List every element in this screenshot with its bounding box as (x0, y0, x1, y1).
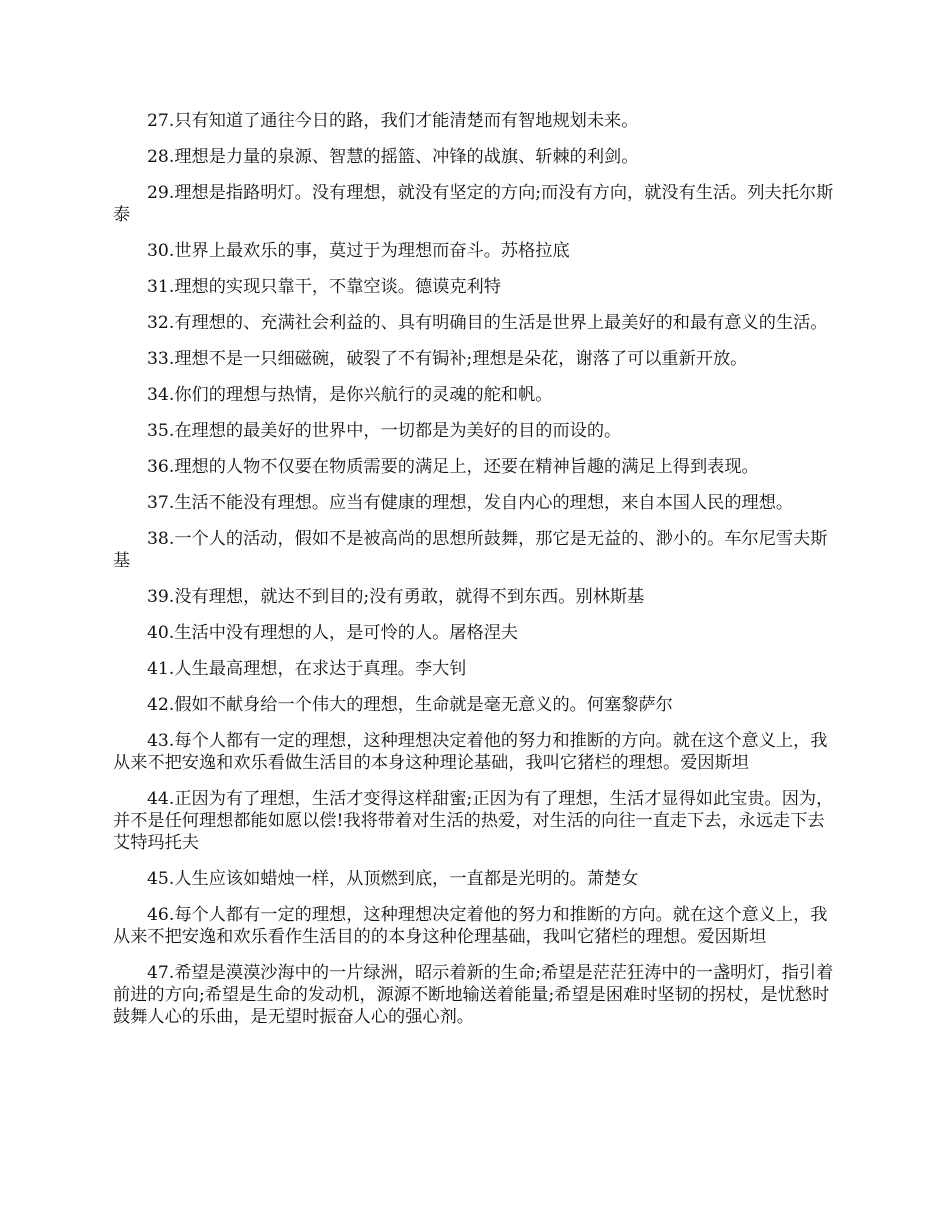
quote-paragraph: 30.世界上最欢乐的事，莫过于为理想而奋斗。苏格拉底 (147, 241, 570, 261)
quote-paragraph: 44.正因为有了理想，生活才变得这样甜蜜;正因为有了理想，生活才显得如此宝贵。因为，并不是任何理想都能如愿以偿!我将带着对生活的热爱，对生活的向往一直走下去，永远走下去艾特玛托夫 (113, 789, 834, 853)
quote-paragraph: 47.希望是漠漠沙海中的一片绿洲，昭示着新的生命;希望是茫茫狂涛中的一盏明灯，指引着前进的方向;希望是生命的发动机，源源不断地输送着能量;希望是困难时坚韧的拐杖，是忧愁时鼓舞人心的乐曲，是无望时振奋人心的强心剂。 (113, 963, 834, 1027)
quote-paragraph: 27.只有知道了通往今日的路，我们才能清楚而有智地规划未来。 (147, 111, 639, 131)
quote-paragraph: 32.有理想的、充满社会利益的、具有明确目的生活是世界上最美好的和最有意义的生活。 (147, 313, 828, 333)
quote-paragraph: 34.你们的理想与热情，是你兴航行的灵魂的舵和帆。 (147, 385, 553, 405)
quote-paragraph: 43.每个人都有一定的理想，这种理想决定着他的努力和推断的方向。就在这个意义上，我从来不把安逸和欢乐看做生活目的本身这种理论基础，我叫它猪栏的理想。爱因斯坦 (113, 731, 828, 773)
quote-paragraph: 41.人生最高理想，在求达于真理。李大钊 (147, 659, 467, 679)
quote-paragraph: 37.生活不能没有理想。应当有健康的理想，发自内心的理想，来自本国人民的理想。 (147, 493, 794, 513)
quote-paragraph: 28.理想是力量的泉源、智慧的摇篮、冲锋的战旗、斩棘的利剑。 (147, 147, 639, 167)
quote-paragraph: 36.理想的人物不仅要在物质需要的满足上，还要在精神旨趣的满足上得到表现。 (147, 457, 759, 477)
quote-paragraph: 45.人生应该如蜡烛一样，从顶燃到底，一直都是光明的。萧楚女 (147, 869, 639, 889)
quote-paragraph: 40.生活中没有理想的人，是可怜的人。屠格涅夫 (147, 623, 519, 643)
quote-paragraph: 38.一个人的活动，假如不是被高尚的思想所鼓舞，那它是无益的、渺小的。车尔尼雪夫斯基 (113, 529, 828, 571)
quote-paragraph: 29.理想是指路明灯。没有理想，就没有坚定的方向;而没有方向，就没有生活。列夫托尔斯泰 (113, 183, 834, 225)
quote-paragraph: 35.在理想的最美好的世界中，一切都是为美好的目的而设的。 (147, 421, 622, 441)
quote-paragraph: 31.理想的实现只靠干，不靠空谈。德谟克利特 (147, 277, 501, 297)
document-body (113, 110, 840, 1042)
quote-paragraph: 42.假如不献身给一个伟大的理想，生命就是毫无意义的。何塞黎萨尔 (147, 695, 673, 715)
quote-paragraph: 39.没有理想，就达不到目的;没有勇敢，就得不到东西。别林斯基 (147, 587, 645, 607)
quote-paragraph: 33.理想不是一只细磁碗，破裂了不有锔补;理想是朵花，谢落了可以重新开放。 (147, 349, 748, 369)
quote-paragraph: 46.每个人都有一定的理想，这种理想决定着他的努力和推断的方向。就在这个意义上，我从来不把安逸和欢乐看作生活目的的本身这种伦理基础，我叫它猪栏的理想。爱因斯坦 (113, 905, 828, 947)
